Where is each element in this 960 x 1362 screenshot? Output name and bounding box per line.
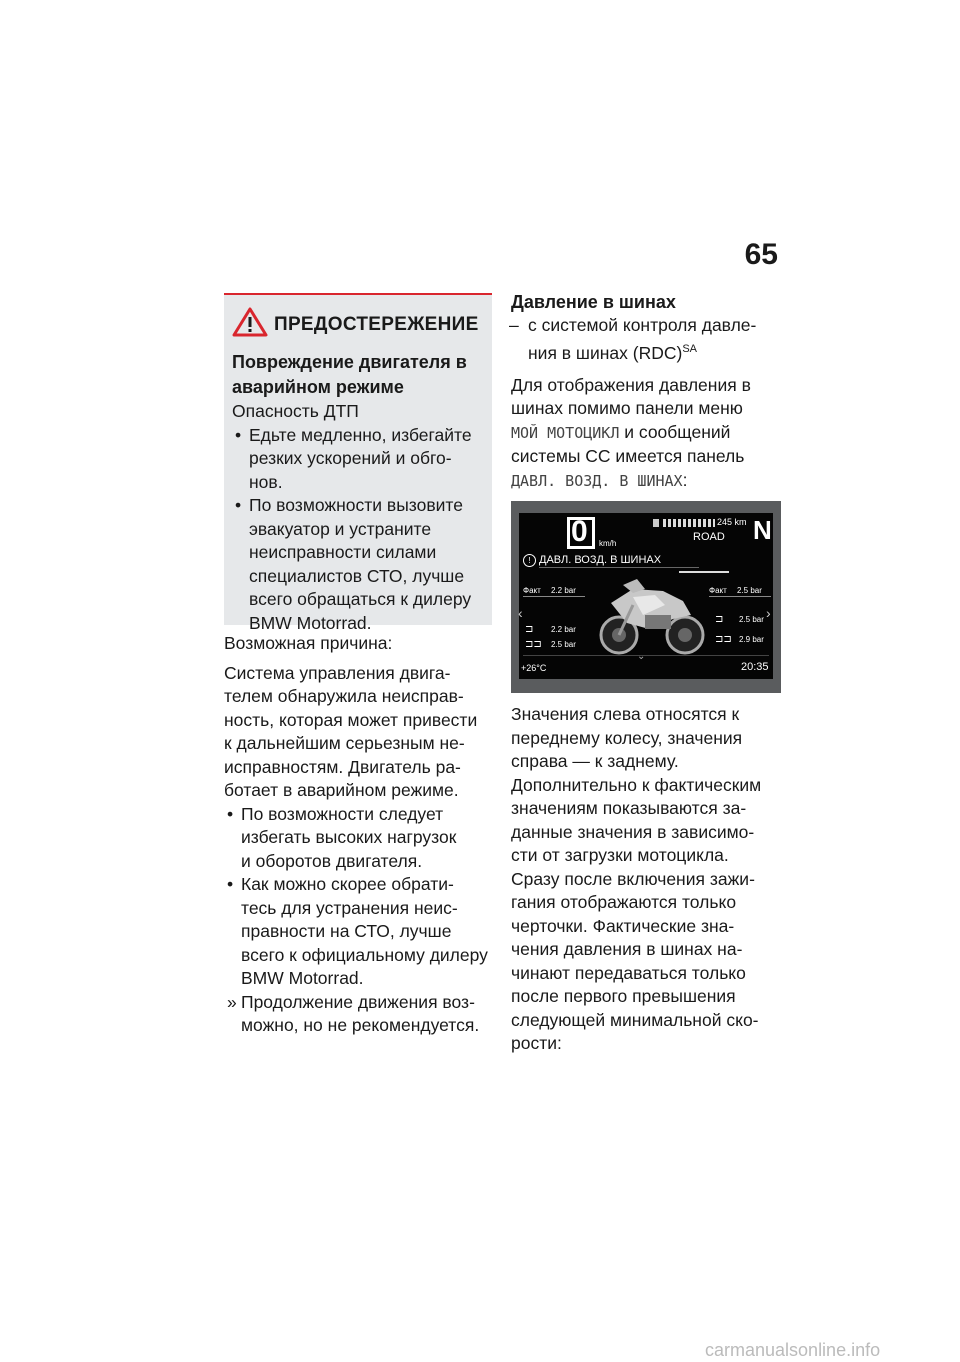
paragraph-line: переднему колесу, значения — [511, 727, 743, 748]
paragraph-line: данные значения в зависимо- — [511, 821, 755, 842]
rider-icon: ⊐ — [525, 624, 534, 636]
chevron-left-icon[interactable]: ‹ — [518, 605, 523, 622]
cause-line: исправностям. Двигатель ра- — [224, 756, 461, 777]
front-set-value: 2.2 bar — [551, 625, 576, 635]
bullet-line: эвакуатор и устраните — [249, 518, 432, 539]
right-column — [511, 290, 781, 1056]
warning-subtitle: аварийном режиме — [232, 377, 404, 397]
paragraph-line: рости: — [511, 1033, 562, 1054]
rear-set-value: 2.9 bar — [739, 635, 764, 645]
paragraph-line: после первого превышения — [511, 986, 736, 1007]
bullet-line: специалистов СТО, лучше — [249, 565, 465, 586]
rear-actual-line — [709, 596, 771, 597]
cause-line: ность, которая может привести — [224, 709, 478, 730]
action-bullet: • По возможности следует избегать высоких нагрузок и оборотов двигателя. — [224, 803, 494, 874]
paragraph-line — [511, 421, 781, 446]
bullet-line: нов. — [249, 471, 283, 492]
rider-icon: ⊐ — [715, 614, 724, 626]
temperature-value: +26°C — [521, 663, 547, 674]
bullet-line: всего обращаться к дилеру — [249, 589, 472, 609]
result-line: можно, но не рекомендуется. — [241, 1015, 480, 1035]
paragraph-line: Сразу после включения зажи- — [511, 868, 755, 889]
paragraph-text: и сообщений — [619, 421, 731, 442]
bullet-line: Как можно скорее обрати- — [241, 874, 454, 894]
paragraph-line: справа — к заднему. — [511, 751, 679, 772]
bullet-line: BMW Motorrad. — [241, 968, 364, 988]
warning-triangle-icon — [232, 307, 268, 342]
range-value: 245 km — [717, 517, 747, 528]
warning-bullet: • По возможности вызовите эвакуатор и устраните неисправности силами специалистов СТО, лучше всего обращаться к дилеру BMW Motorrad. — [232, 494, 482, 635]
front-set-value: 2.5 bar — [551, 640, 576, 650]
tft-screen — [519, 513, 773, 679]
warning-title: ПРЕДОСТЕРЕЖЕНИЕ — [274, 313, 479, 335]
paragraph-line: сти от загрузки мотоцикла. — [511, 845, 729, 866]
paragraph-line: чинают передаваться только — [511, 962, 746, 983]
cause-line: к дальнейшим серьезным не- — [224, 733, 465, 753]
left-column — [224, 632, 494, 1038]
paragraph-line: Для отображения давления в — [511, 374, 751, 395]
speed-value: 0 — [571, 515, 588, 549]
paragraph-line: черточки. Фактические зна- — [511, 915, 735, 936]
title-underline — [539, 567, 699, 568]
result-line: Продолжение движения воз- — [241, 991, 475, 1012]
rear-actual-label: Факт — [709, 586, 727, 596]
tft-display-image — [511, 501, 781, 693]
cause-line: ботает в аварийном режиме. — [224, 780, 459, 800]
result-mark: » — [227, 991, 237, 1012]
front-actual-label: Факт — [523, 586, 541, 596]
danger-text: Опасность ДТП — [232, 401, 359, 421]
cause-line: телем обнаружила неисправ- — [224, 686, 464, 706]
front-actual-value: 2.2 bar — [551, 586, 576, 596]
page-number: 65 — [744, 238, 778, 271]
paragraph-line: гания отображаются только — [511, 892, 737, 913]
warning-header — [232, 307, 482, 342]
paragraph-text: : — [682, 469, 688, 490]
option-line — [528, 338, 781, 365]
bullet-line: неисправности силами — [249, 542, 437, 562]
chevron-down-icon: ⌄ — [637, 651, 646, 663]
paragraph-line: Дополнительно к фактическим — [511, 774, 762, 795]
menu-name: МОЙ МОТОЦИКЛ — [511, 423, 620, 442]
progress-marker — [679, 571, 729, 573]
paragraph-line — [511, 469, 781, 494]
bullet-line: правности на СТО, лучше — [241, 921, 452, 941]
option-text: ния в шинах (RDC) — [528, 342, 683, 363]
passenger-icon: ⊐⊐ — [715, 634, 732, 646]
bullet-line: По возможности вызовите — [249, 495, 463, 515]
tire-pressure-icon: ! — [523, 554, 536, 567]
bullet-line: резких ускорений и обго- — [249, 448, 452, 468]
cause-line: Система управления двига- — [224, 662, 451, 683]
bottom-line — [523, 655, 769, 656]
result-item — [224, 991, 494, 1038]
bullet-line: избегать высоких нагрузок — [241, 827, 457, 847]
bullet-line: и оборотов двигателя. — [241, 850, 423, 871]
option-item: – с системой контроля давле- ния в шинах (RDC)$^{SA}$ — [511, 314, 781, 365]
warning-subtitle: Повреждение двигателя в — [232, 352, 467, 372]
speed-unit: km/h — [599, 539, 617, 549]
paragraph-line: шинах помимо панели меню — [511, 398, 743, 419]
paragraph-line: чения давления в шинах на- — [511, 939, 743, 960]
front-actual-line — [523, 596, 585, 597]
panel-name: ДАВЛ. ВОЗД. В ШИНАХ — [511, 471, 683, 490]
section-heading: Давление в шинах — [511, 292, 676, 312]
passenger-icon: ⊐⊐ — [525, 639, 542, 651]
chevron-right-icon[interactable]: › — [766, 605, 771, 622]
fuel-gauge — [663, 519, 715, 527]
paragraph-line: системы СС имеется панель — [511, 446, 745, 467]
action-bullet: • Как можно скорее обрати- тесь для устранения неис- правности на СТО, лучше всего к официальному дилеру BMW Motorrad. — [224, 873, 494, 991]
warning-bullet: • Едьте медленно, избегайте резких ускорений и обго- нов. — [232, 424, 482, 495]
bullet-line: всего к официальному дилеру — [241, 944, 488, 965]
bullet-line: BMW Motorrad. — [249, 612, 372, 633]
rear-set-value: 2.5 bar — [739, 615, 764, 625]
watermark: carmanualsonline.info — [705, 1340, 881, 1360]
rear-actual-value: 2.5 bar — [737, 586, 762, 596]
panel-title: ДАВЛ. ВОЗД. В ШИНАХ — [539, 554, 662, 567]
fuel-icon — [653, 519, 659, 527]
paragraph-line: следующей минимальной ско- — [511, 1009, 759, 1030]
riding-mode: ROAD — [693, 531, 725, 544]
bullet-line: По возможности следует — [241, 803, 444, 824]
warning-box — [224, 293, 492, 633]
option-line: с системой контроля давле- — [528, 315, 757, 335]
gear-indicator: N — [753, 515, 772, 546]
bullet-line: Едьте медленно, избегайте — [249, 424, 472, 445]
cause-label: Возможная причина: — [224, 633, 393, 653]
clock-value: 20:35 — [741, 661, 769, 674]
paragraph-line: значениям показываются за- — [511, 798, 747, 819]
motorcycle-icon — [593, 575, 709, 657]
bullet-line: тесь для устранения неис- — [241, 897, 458, 918]
paragraph-line: Значения слева относятся к — [511, 704, 740, 725]
option-sup: SA — [682, 342, 698, 355]
